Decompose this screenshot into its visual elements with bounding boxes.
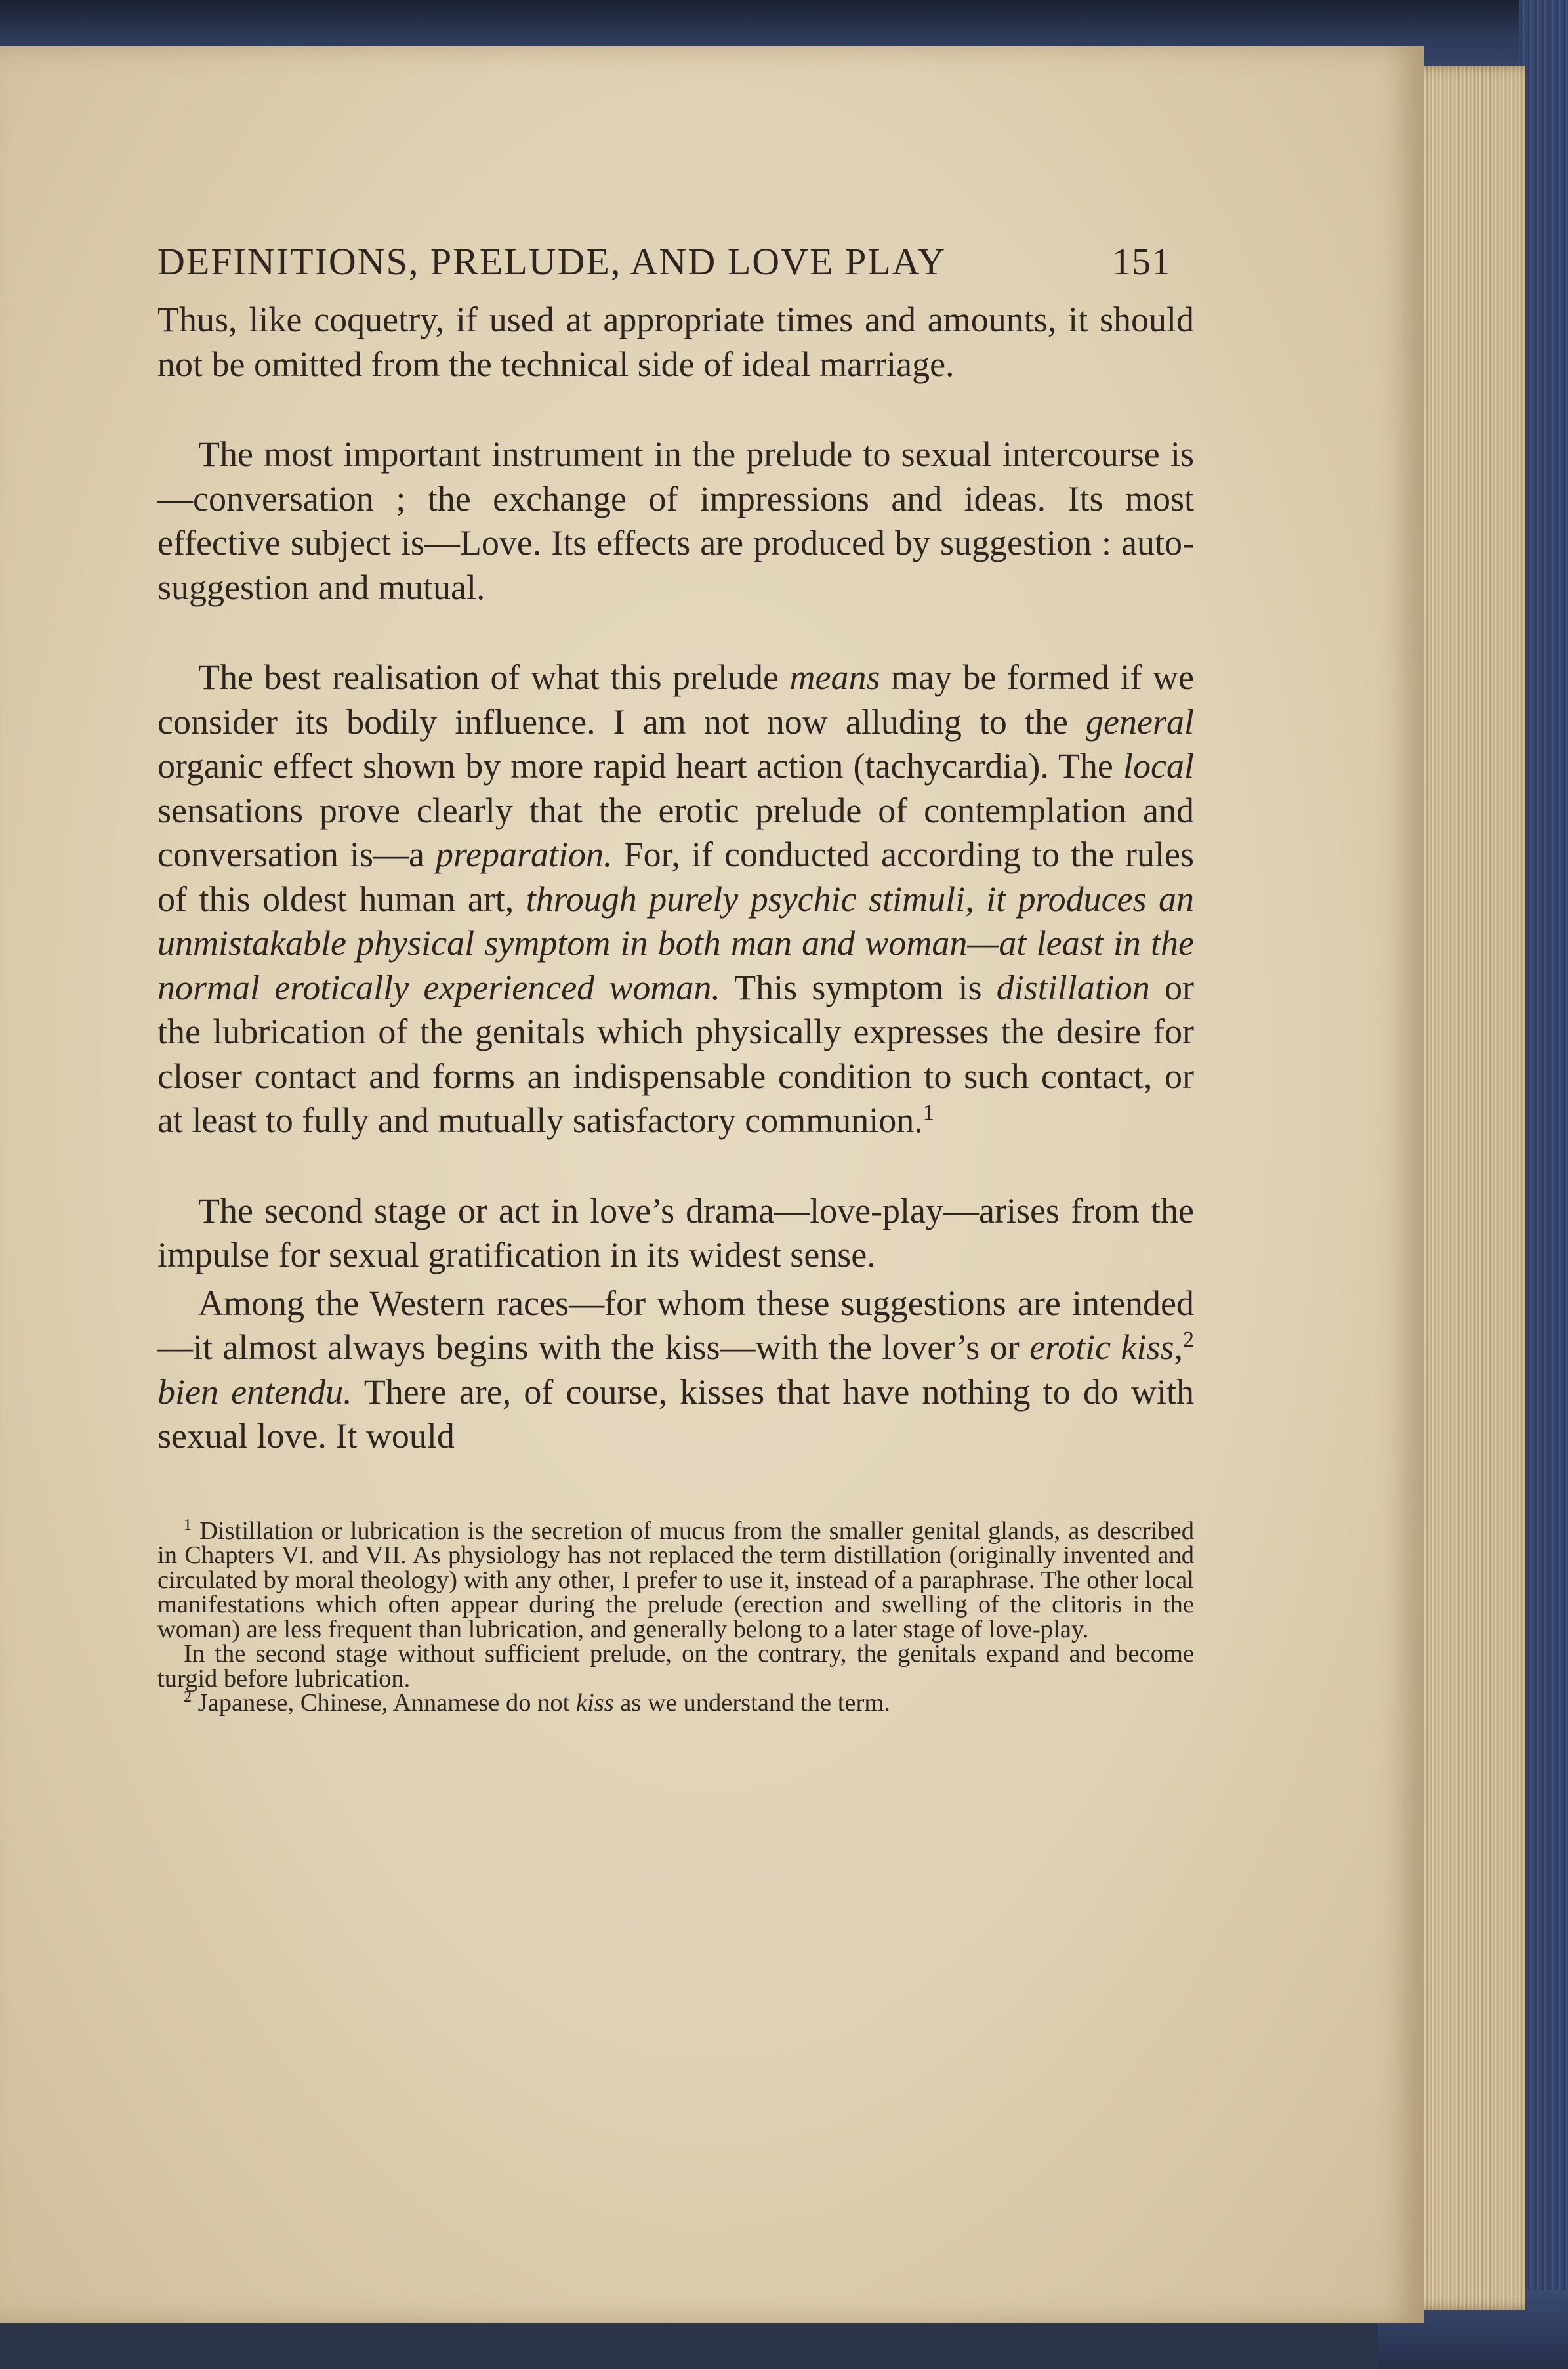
footnotes [157, 1516, 1195, 1717]
footnote-ref-2: 2 [1183, 1328, 1195, 1352]
paragraph-2: The most important instrument in the prelude to sexual intercourse is—conversation ; the exchange of impressions and ideas. Its most effective subject is—Love. Its effects are produced by suggestion : auto-suggestion and mutual. [157, 434, 1194, 607]
paragraph-3: The best realisation of what this prelude means may be formed if we consider its bodily influence. I am not now alluding to the general organic effect shown by more rapid heart action (tachycardia). The local sensations prove clearly that the erotic prelude of contemplation and conversation is—a preparation. For, if conducted according to the rules of this oldest human art, through purely psychic stimuli, it produces an unmistakable physical symptom in both man and woman—at least in the normal erotically experienced woman. This symptom is distillation or the lubrication of the genitals which physically expresses the desire for closer contact and forms an indispensable condition to such contact, or at least to fully and mutually satisfactory communion.$^1$ [157, 658, 1194, 1140]
book-cover-spine-cloth [1519, 0, 1568, 2369]
page-number: 151 [1112, 240, 1171, 283]
footnote-1: $^1$ Distillation or lubrication is the secretion of mucus from the smaller genital glands, as described in Chapters VI. and VII. As physiology has not replaced the term distillation (originally invented and circulated by moral theology) with any other, I prefer to use it, instead of a paraphrase. The other local manifestations which often appear during the prelude (erection and swelling of the clitoris in the woman) are less frequent than lubrication, and generally belong to a later stage of love-play. [157, 1516, 1195, 1643]
book-page [0, 46, 1424, 2323]
paragraph-4: The second stage or act in love’s drama—love-play—arises from the impulse for sexual gratification in its widest sense. [157, 1190, 1194, 1274]
page-text-block [157, 240, 1194, 1716]
footnote-ref-1: 1 [922, 1101, 934, 1125]
running-header [157, 240, 1171, 283]
paragraph-5: Among the Western races—for whom these suggestions are intended—it almost always begins with the kiss—with the lover’s or erotic kiss,$^2$ bien entendu. There are, of course, kisses that have nothing to do with sexual love. It would [157, 1283, 1195, 1456]
running-title: DEFINITIONS, PRELUDE, AND LOVE PLAY [157, 240, 947, 283]
paragraph-1: Thus, like coquetry, if used at appropriate times and amounts, it should not be omitted from the technical side of ideal marriage. [157, 300, 1194, 384]
footnote-1-continued: In the second stage without sufficient prelude, on the contrary, the genitals expand and become turgid before lubrication. [157, 1640, 1194, 1692]
footnote-2: $^2$ Japanese, Chinese, Annamese do not kiss as we understand the term. [184, 1688, 890, 1717]
